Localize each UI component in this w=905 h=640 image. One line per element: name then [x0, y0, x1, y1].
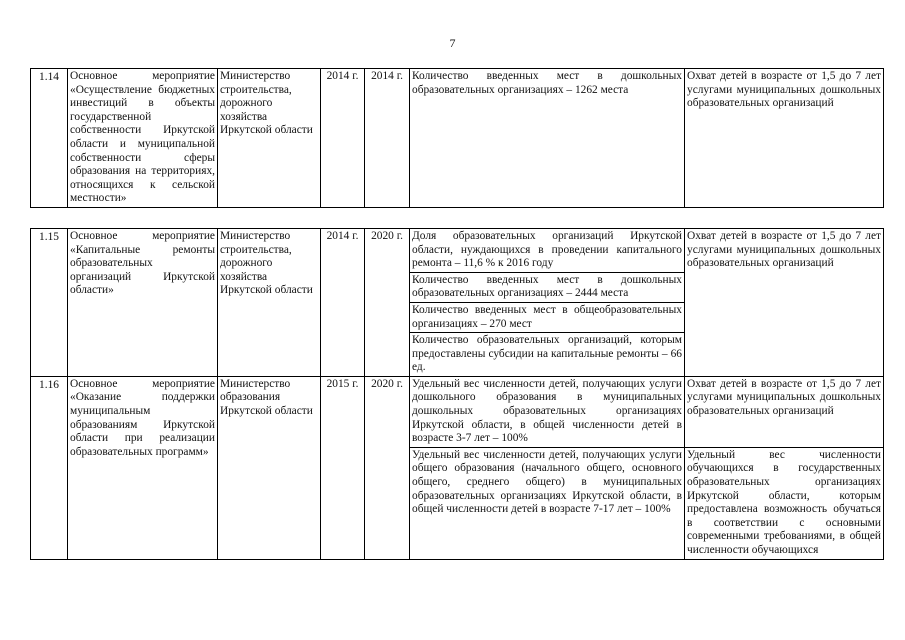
table-row	[31, 376, 884, 447]
activity-cell: Основное мероприятие «Осуществление бюджетных инвестиций в объекты государственной собственности Иркутской области и муниципальной собственности сферы образования на территориях, относящихся к сельской местности»	[68, 69, 218, 208]
start-year-cell: 2014 г.	[321, 69, 365, 208]
start-year-cell: 2014 г.	[321, 228, 365, 376]
goal-cell: Охват детей в возрасте от 1,5 до 7 лет услугами муниципальных дошкольных образовательных организаций	[685, 376, 884, 447]
start-year-cell: 2015 г.	[321, 376, 365, 559]
goal-cell: Охват детей в возрасте от 1,5 до 7 лет услугами муниципальных дошкольных образовательных организаций	[685, 228, 884, 376]
indicator-cell: Количество образовательных организаций, которым предоставлены субсидии на капитальные ремонты – 66 ед.	[410, 333, 685, 377]
executor-cell: Министерство образования Иркутской области	[218, 376, 321, 559]
row-number: 1.14	[31, 69, 68, 208]
indicator-cell: Количество введенных мест в общеобразовательных организациях – 270 мест	[410, 302, 685, 332]
program-table	[30, 68, 884, 560]
activity-cell: Основное мероприятие «Оказание поддержки муниципальным образованиям Иркутской области при реализации образовательных программ»	[68, 376, 218, 559]
page-number: 7	[449, 36, 456, 50]
indicator-cell: Количество введенных мест в дошкольных образовательных организациях – 1262 места	[410, 69, 685, 208]
table-row	[31, 69, 884, 208]
row-number: 1.16	[31, 376, 68, 559]
end-year-cell: 2014 г.	[365, 69, 410, 208]
executor-cell: Министерство строительства, дорожного хозяйства Иркутской области	[218, 228, 321, 376]
row-number: 1.15	[31, 228, 68, 376]
goal-cell: Охват детей в возрасте от 1,5 до 7 лет услугами муниципальных дошкольных образовательных организаций	[685, 69, 884, 208]
activity-cell: Основное мероприятие «Капитальные ремонты образовательных организаций Иркутской области»	[68, 228, 218, 376]
row-gap	[31, 207, 884, 228]
table-row	[31, 228, 884, 272]
executor-cell: Министерство строительства, дорожного хозяйства Иркутской области	[218, 69, 321, 208]
end-year-cell: 2020 г.	[365, 228, 410, 376]
indicator-cell: Удельный вес численности детей, получающих услуги общего образования (начального общего, основного общего, среднего общего) в муниципальных образовательных организациях Иркутской области, в общей численности детей в возрасте 7-17 лет – 100%	[410, 447, 685, 559]
indicator-cell: Удельный вес численности детей, получающих услуги дошкольного образования в муниципальных дошкольных образовательных организациях Иркутской области, в общей численности детей в возрасте 3-7 лет – 100%	[410, 376, 685, 447]
indicator-cell: Количество введенных мест в дошкольных образовательных организациях – 2444 места	[410, 272, 685, 302]
indicator-cell: Доля образовательных организаций Иркутской области, нуждающихся в проведении капитального ремонта – 11,6 % к 2016 году	[410, 228, 685, 272]
end-year-cell: 2020 г.	[365, 376, 410, 559]
goal-cell: Удельный вес численности обучающихся в государственных образовательных организациях Иркутской области, которым предоставлена возможность обучаться в соответствии с основными современными требованиями, в общей численности обучающихся	[685, 447, 884, 559]
